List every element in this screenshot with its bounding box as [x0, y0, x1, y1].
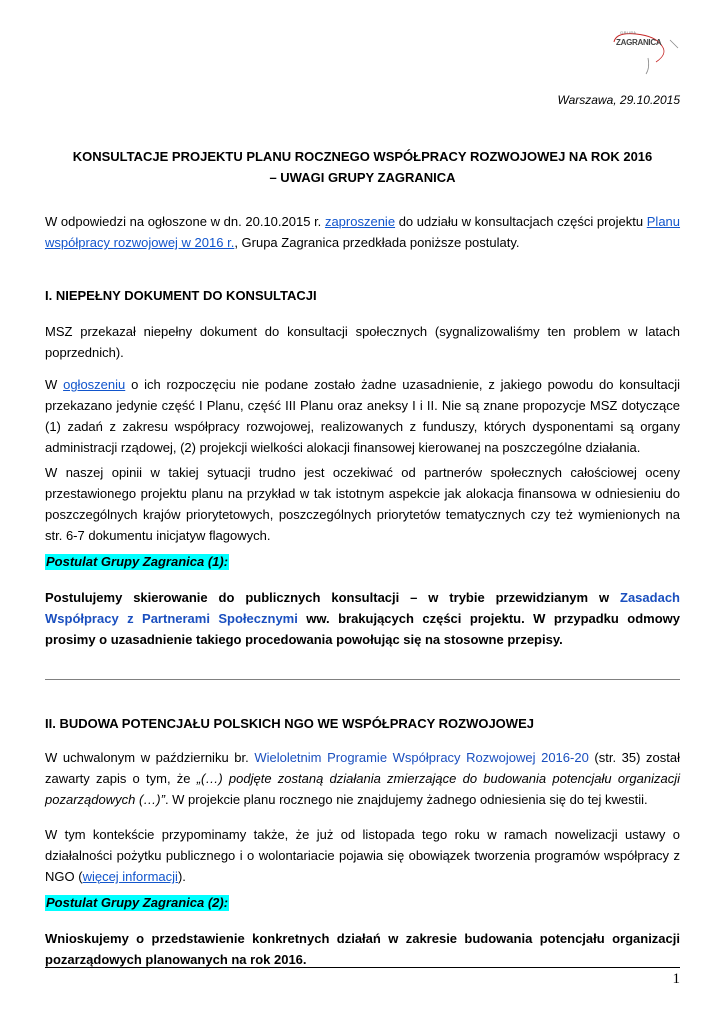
section-1-paragraph-2: [45, 374, 680, 458]
grupa-zagranica-logo: [606, 28, 686, 78]
intro-paragraph: [45, 211, 680, 253]
page-number: 1: [672, 971, 680, 987]
document-date: Warszawa, 29.10.2015: [557, 93, 680, 107]
logo-swirl-icon: [606, 28, 686, 78]
s2p2-text-2: ).: [177, 869, 186, 884]
more-info-link[interactable]: więcej informacji: [82, 869, 178, 884]
title-line-1: KONSULTACJE PROJEKTU PLANU ROCZNEGO WSPÓŁPRACY ROZWOJOWEJ NA ROK 2016: [72, 149, 653, 164]
s2p1-text-1: W uchwalonym w październiku br.: [45, 750, 255, 765]
post1-text-1: Postulujemy skierowanie do publicznych konsultacji – w trybie przewidzianym w: [45, 590, 621, 605]
plan-link[interactable]: Planu współpracy rozwojowej w 2016 r.: [45, 214, 681, 250]
s2p1-text-3: . W projekcie planu rocznego nie znajdujemy żadnego odniesienia się do tej kwestii.: [164, 792, 648, 807]
intro-text-3: , Grupa Zagranica przedkłada poniższe postulaty.: [234, 235, 520, 250]
section-2-paragraph-2: [45, 824, 680, 887]
section-1-heading: I. NIEPEŁNY DOKUMENT DO KONSULTACJI: [45, 288, 317, 303]
intro-text-1: W odpowiedzi na ogłoszone w dn. 20.10.2015 r.: [45, 214, 325, 229]
s1p2-text-2: o ich rozpoczęciu nie podane zostało żadne uzasadnienie, z jakiego powodu do konsultacji przekazano jedynie część I Planu, część III Planu oraz aneksy I i II. Nie są znane propozycje MSZ dotyczące (1) zadań z zakresu współpracy rozwojowej, realizowanych z funduszy, których dysponentami są organy administracji rządowej, (2) projekcji wielkości alokacji finansowej kierowanej na poszczególne działania.: [45, 377, 680, 455]
title-line-2: – UWAGI GRUPY ZAGRANICA: [269, 170, 456, 185]
post1-text-2: ww. brakujących części projektu. W przypadku odmowy prosimy o uzasadnienie takiego procedowania powołując się na stosowne przepisy.: [45, 611, 680, 647]
programme-quote: „(…) podjęte zostaną działania zmierzające do budowania potencjału organizacji pozarządowych (…)”: [45, 771, 680, 807]
cooperation-rules-link[interactable]: Zasadach Współpracy z Partnerami Społecznymi: [45, 590, 680, 626]
s2p2-text-1: W tym kontekście przypominamy także, że już od listopada tego roku w ramach nowelizacji ustawy o działalności pożytku publicznego i o wolontariacie pojawia się obowiązek tworzenia programów współpracy z NGO (: [45, 827, 680, 884]
s1p2-text-1: W: [45, 377, 64, 392]
postulat-1-label: Postulat Grupy Zagranica (1):: [46, 554, 229, 569]
logo-big-text: ZAGRANICA: [616, 38, 662, 47]
invitation-link[interactable]: zaproszenie: [324, 214, 396, 229]
intro-text-2: do udziału w konsultacjach części projektu: [395, 214, 647, 229]
section-1-paragraph-3: W naszej opinii w takiej sytuacji trudno jest oczekiwać od partnerów społecznych całościowej oceny przestawionego projektu planu na przykład w tak istotnym aspekcie jak alokacja finansowa w odniesieniu do poszczególnych krajów priorytetowych, poszczególnych priorytetów tematycznych czy też wymienionych na str. 6-7 dokumentu inicjatyw flagowych.: [45, 465, 680, 543]
logo-small-text: GRUPA: [620, 30, 637, 35]
multiannual-programme-link[interactable]: Wieloletnim Programie Współpracy Rozwojowej 2016-20: [254, 750, 589, 765]
postulat-2-label: Postulat Grupy Zagranica (2):: [46, 895, 229, 910]
postulat-2-text: Wnioskujemy o przedstawienie konkretnych działań w zakresie budowania potencjału organizacji pozarządowych planowanych na rok 2016.: [45, 931, 680, 967]
announcement-link[interactable]: ogłoszeniu: [63, 377, 126, 392]
section-1-paragraph-1: MSZ przekazał niepełny dokument do konsultacji społecznych (sygnalizowaliśmy ten problem w latach poprzednich).: [45, 324, 680, 360]
section-2-paragraph-1: [45, 747, 680, 810]
section-2-heading: II. BUDOWA POTENCJAŁU POLSKICH NGO WE WSPÓŁPRACY ROZWOJOWEJ: [45, 716, 534, 731]
postulat-1-text: [45, 587, 680, 650]
footer-rule: [45, 967, 680, 968]
section-divider: [45, 679, 680, 680]
document-title: [45, 146, 680, 188]
s2p1-text-2: (str. 35) został zawarty zapis o tym, że: [45, 750, 680, 786]
